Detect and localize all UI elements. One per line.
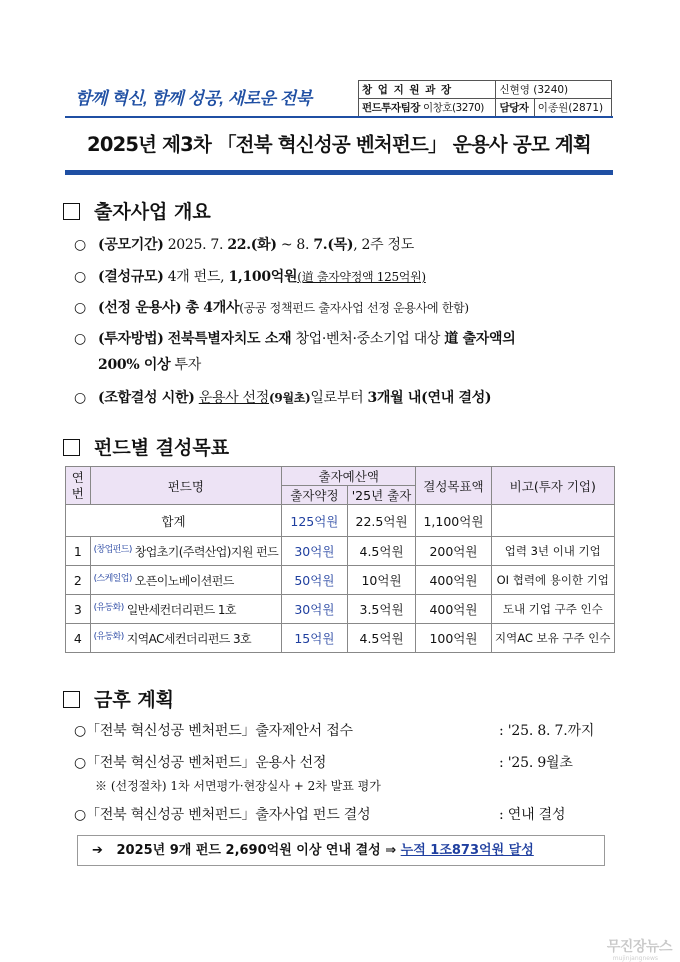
- row-fund-name: $^{(유동화)}$ 지역AC세컨더리펀드 3호: [90, 624, 282, 653]
- total-2025: 22.5억원: [347, 505, 416, 537]
- page-title: 2025년 제3차 「전북 혁신성공 벤처펀드」 운용사 공모 계획: [87, 133, 591, 156]
- row-target: 400억원: [416, 566, 491, 595]
- row-fund-name: $^{(유동화)}$ 일반세컨더리펀드 1호: [90, 595, 282, 624]
- total-label: 합계: [66, 505, 282, 537]
- arrow-right-icon: ➔: [92, 843, 103, 858]
- col-header-2025: '25년 출자: [347, 486, 416, 505]
- table-row: [66, 566, 615, 595]
- plan-note: ※ (선정절차) 1차 서면평가·현장실사 + 2차 발표 평가: [95, 779, 381, 793]
- row-2025: 4.5억원: [347, 624, 416, 653]
- plan-item-proposal: ○「전북 혁신성공 벤처펀드」출자제안서 접수 : '25. 8. 7.까지: [74, 723, 595, 739]
- col-header-commit: 출자약정: [282, 486, 348, 505]
- table-row: [66, 537, 615, 566]
- summary-highlight: 누적 1조873억원 달성: [400, 843, 534, 858]
- total-target: 1,100억원: [416, 505, 491, 537]
- col-header-no: 연 번: [66, 467, 91, 505]
- team-label: 펀드투자팀장 이창호(3270): [359, 99, 496, 117]
- overview-item-method: ○ (투자방법) 전북특별자치도 소재 창업·벤처·중소기업 대상 道 출자액의: [74, 331, 516, 347]
- staff-person: 이종원(2871): [534, 99, 611, 117]
- row-2025: 10억원: [347, 566, 416, 595]
- overview-item-method-cont: 200% 이상 투자: [98, 357, 201, 373]
- row-commit: 30억원: [282, 537, 348, 566]
- contact-table: [358, 80, 612, 117]
- row-no: 3: [66, 595, 91, 624]
- row-2025: 4.5억원: [347, 537, 416, 566]
- overview-item-period: ○ (공모기간) 2025. 7. 22.(화) ~ 8. 7.(목), 2주 정도: [74, 237, 414, 253]
- row-commit: 15억원: [282, 624, 348, 653]
- col-header-budget: 출자예산액: [282, 467, 416, 486]
- title-top-rule: [65, 116, 613, 118]
- row-note: 업력 3년 이내 기업: [491, 537, 614, 566]
- plan-item-selection: ○「전북 혁신성공 벤처펀드」운용사 선정 : '25. 9월초: [74, 755, 573, 771]
- checkbox-square-icon: [63, 439, 80, 456]
- staff-label: 담당자: [496, 99, 534, 117]
- title-bottom-rule: [65, 170, 613, 175]
- watermark: 무진장뉴스: [606, 939, 672, 955]
- overview-item-scale: ○ (결성규모) 4개 펀드, 1,100억원(道 출자약정액 125억원): [74, 269, 426, 285]
- fund-target-table: [65, 466, 615, 653]
- table-row: [66, 624, 615, 653]
- row-commit: 50억원: [282, 566, 348, 595]
- table-row: [66, 595, 615, 624]
- overview-item-managers: ○ (선정 운용사) 총 4개사(공공 정책펀드 출자사업 선정 운용사에 한함): [74, 300, 469, 316]
- row-target: 200억원: [416, 537, 491, 566]
- row-note: 지역AC 보유 구주 인수: [491, 624, 614, 653]
- table-row-total: [66, 505, 615, 537]
- plan-item-formation: ○「전북 혁신성공 벤처펀드」출자사업 펀드 결성 : 연내 결성: [74, 807, 566, 823]
- row-target: 100억원: [416, 624, 491, 653]
- slogan: 함께 혁신, 함께 성공, 새로운 전북: [75, 89, 312, 108]
- overview-item-deadline: ○ (조합결성 시한) 운용사 선정(9월초)일로부터 3개월 내(연내 결성): [74, 390, 492, 406]
- row-note: OI 협력에 용이한 기업: [491, 566, 614, 595]
- col-header-name: 펀드명: [90, 467, 282, 505]
- total-note: [491, 505, 614, 537]
- row-target: 400억원: [416, 595, 491, 624]
- row-2025: 3.5억원: [347, 595, 416, 624]
- row-no: 4: [66, 624, 91, 653]
- row-no: 2: [66, 566, 91, 595]
- row-fund-name: $^{(스케일업)}$ 오픈이노베이션펀드: [90, 566, 282, 595]
- row-commit: 30억원: [282, 595, 348, 624]
- col-header-note: 비고(투자 기업): [491, 467, 614, 505]
- dept-label: 창 업 지 원 과 장: [359, 81, 496, 99]
- summary-box: ➔ 2025년 9개 펀드 2,690억원 이상 연내 결성 ⇒ 누적 1조873억원 달성: [77, 835, 605, 866]
- checkbox-square-icon: [63, 691, 80, 708]
- row-note: 도내 기업 구주 인수: [491, 595, 614, 624]
- watermark-sub: mujinjangnews: [612, 955, 658, 962]
- row-fund-name: $^{(창업펀드)}$ 창업초기(주력산업)지원 펀드: [90, 537, 282, 566]
- col-header-target: 결성목표액: [416, 467, 491, 505]
- dept-person: 신현영 (3240): [496, 81, 612, 99]
- section-heading-plan: 금후 계획: [63, 685, 174, 712]
- row-no: 1: [66, 537, 91, 566]
- section-heading-overview: 출자사업 개요: [63, 197, 211, 224]
- checkbox-square-icon: [63, 203, 80, 220]
- section-heading-targets: 펀드별 결성목표: [63, 433, 229, 460]
- total-commit: 125억원: [282, 505, 348, 537]
